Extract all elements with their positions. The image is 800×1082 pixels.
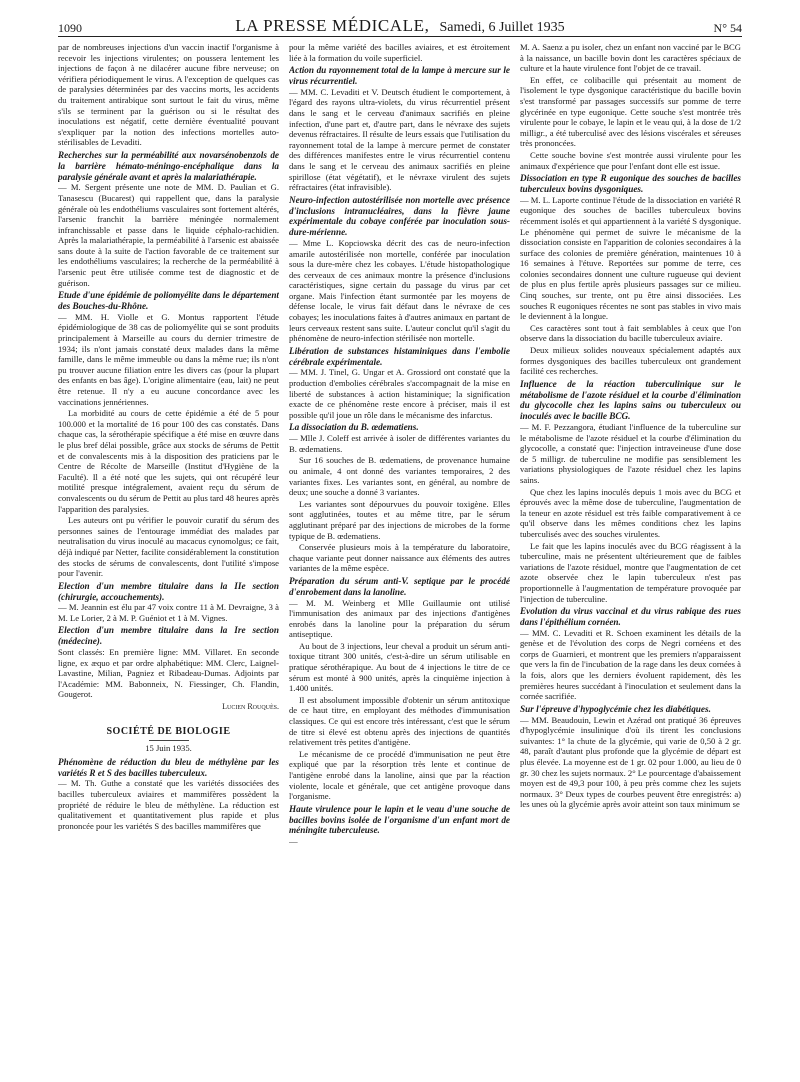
section-heading: Election d'un membre titulaire dans la IIe section (chirurgie, accouchements). (58, 580, 279, 602)
article-columns (58, 42, 742, 1072)
section-heading: Etude d'une épidémie de poliomyélite dans le département des Bouches-du-Rhône. (58, 290, 279, 312)
running-title (118, 16, 682, 36)
column-1 (58, 42, 279, 1072)
issue-date: Samedi, 6 Juillet 1935 (439, 20, 565, 35)
paragraph: Le mécanisme de ce procédé d'immunisation ne peut être expliqué que par la résorption très lente et continue de l'antigène enrobé dans la lanoline, ainsi que par la réaction violente, locale et générale, que cet antigène provoque dans l'organisme. (289, 748, 510, 802)
paragraph: M. A. Saenz a pu isoler, chez un enfant non vacciné par le BCG à la naissance, un bacille bovin dont les caractères spéciaux de culture et la haute virulence font l'objet de ce travail. (520, 42, 741, 74)
section-heading: Action du rayonnement total de la lampe à mercure sur le virus récurrentiel. (289, 65, 510, 86)
paragraph: Ces caractères sont tout à fait semblables à ceux que l'on observe dans la dissociation du bacille tuberculeux aviaire. (520, 322, 741, 344)
section-heading: Election d'un membre titulaire dans la Ire section (médecine). (58, 625, 279, 647)
section-heading: Evolution du virus vaccinal et du virus rabique des rues dans l'épithélium cornéen. (520, 606, 741, 627)
section-heading: La dissociation du B. œdematiens. (289, 422, 419, 433)
author-signature: Lucien Rouquès. (222, 702, 279, 712)
paragraph: — M. M. Weinberg et Mlle Guillaumie ont utilisé l'immunisation des animaux par des injections d'antigènes enrobés dans la lanoline pour la préparation du sérum antiseptique. (289, 597, 510, 640)
page-number: 1090 (58, 21, 82, 35)
section-heading: Neuro-infection autostérilisée non mortelle avec présence d'inclusions intranucléaires, dans la fièvre jaune expérimentale du cobaye conférée par inoculation sous-dure-mérienne. (289, 194, 510, 238)
paragraph: Sur 16 souches de B. œdematiens, de provenance humaine ou animale, 4 ont donné des variantes temporaires, 2 des variantes fixes. Les variantes sont, en général, au nombre de deux; une souche a donné 3 variantes. (289, 455, 510, 498)
section-heading: Libération de substances histaminiques dans l'embolie cérébrale expérimentale. (289, 345, 510, 367)
paragraph: — M. Sergent présente une note de MM. D. Paulian et G. Tanasescu (Bucarest) qui rappellent que, dans la paralysie générale où les endothéliums vasculaires sont fortement altérés, l'arsenic franchit la barrière méningée normalement infranchissable et passe dans le liquide céphalo-rachidien. Après la malariathérapie, la perméabilité à l'arsenic est abaissée sans doute à la suite de l'action favorable de ce traitement sur les endothéliums vasculaires; la recherche de la perméabilité à l'arsenic peut être utilisée comme test de diagnostic et de guérison. (58, 182, 279, 288)
paragraph: Sont classés: En première ligne: MM. Villaret. En seconde ligne, ex æquo et par ordre alphabétique: MM. Clerc, Laignel-Lavastine, Milian, Pagniez et Ribadeau-Dumas. Adjoints par l'Académie: MM. Babonneix, N. Fiessinger, Ch. Flandin, Gougerot. (58, 647, 279, 700)
paragraph: Que chez les lapins inoculés depuis 1 mois avec du BCG et éprouvés avec la même dose de tuberculine, l'augmentation de la teneur en azote résiduel est très faible comparativement à ce qu'il observe dans les mêmes conditions chez les lapins tuberculisés avec des souches virulentes. (520, 486, 741, 539)
section-heading: Sur l'épreuve d'hypoglycémie chez les diabétiques. (520, 703, 711, 714)
section-heading: Dissociation en type R eugonique des souches de bacilles tuberculeux bovins dysgoniques. (520, 173, 741, 194)
section-heading: Recherches sur la perméabilité aux novarsénobenzols de la barrière hémato-méningo-encéphalique dans la paralysie générale avant et après la malariathérapie. (58, 149, 279, 182)
paragraph: Les auteurs ont pu vérifier le pouvoir curatif du sérum des personnes saines de l'entourage immédiat des malades par neutralisation du virus inoculé au macacus cynomolgus; ce fait, déjà indiqué par Netter, facilite considérablement la constitution des stocks de sérums de convalescents, dont l'utilité s'impose pour l'avenir. (58, 515, 279, 579)
page-header (58, 14, 742, 37)
paragraph: Cette souche bovine s'est montrée aussi virulente pour les animaux d'expérience que pour l'enfant dont elle est issue. (520, 149, 741, 171)
paragraph: En effet, ce colibacille qui présentait au moment de l'isolement le type dysgonique caractéristique du bacille bovin s'est transformé par passages successifs sur pomme de terre glycérinée en type eugonique. Cette souche s'est montrée très virulente pour le cobaye, le lapin et le veau qui, à la dose de 1/2 milligr., a été tuberculisé avec des lésions viscérales et séreuses très prononcées. (520, 74, 741, 149)
session-date: 15 Juin 1935. (145, 743, 192, 754)
issue-number: N° 54 (713, 21, 742, 35)
paragraph: Les variantes sont dépourvues du pouvoir toxigène. Elles sont agglutinées, toutes et au même titre, par le sérum agglutinant préparé par des injections de microbes de la forme typique de B. œdematiens. (289, 498, 510, 541)
column-2 (289, 42, 510, 1072)
paragraph: La morbidité au cours de cette épidémie a été de 5 pour 100.000 et la mortalité de 16 pour 100 des cas constatés. Dans chaque cas, la sérothérapie spécifique a été mise en œuvre dans le plus bref délai possible, grâce aux stocks de sérums de Pettit et de convalescents mis à la disposition des praticiens par le Centre de Récolte de Marseille (Institut d'Hygiène de la Faculté). Il a été noté que les sujets, qui ont récupéré leur motilité presque intégralement, avaient reçu du sérum de convalescents ou du sérum de Pettit au plus tard 48 heures après l'apparition des paralysies. (58, 408, 279, 514)
paragraph: pour la même variété des bacilles aviaires, et est étroitement liée à la formation du voile superficiel. (289, 42, 510, 63)
paragraph: — MM. J. Tinel, G. Ungar et A. Grossiord ont constaté que la production d'embolies cérébrales s'accompagnait de la mise en liberté de substances à action histaminique; la signification exacte de ce phénomène reste encore à préciser, mais il est possible qu'il joue un rôle dans le mécanisme des infarctus. (289, 367, 510, 420)
paragraph: Conservée plusieurs mois à la température du laboratoire, chaque variante peut donner naissance aux éléments des autres variantes de la même espèce. (289, 542, 510, 574)
paragraph: — MM. C. Levaditi et V. Deutsch étudient le comportement, à l'égard des rayons ultra-violets, du virus récurrentiel présent dans le sang et le cerveau d'animaux sacrifiés en pleine infection, d'une part et, d'autre part, dans le névraxe des sujets devenus réfractaires. Il résulte de leurs essais que l'utilisation du rayonnement total de la lampe à mercure permet de constater des différences manifestes entre le virus récurrentiel contenu dans le sang et le cerveau des animaux sacrifiés en pleine spirillose (état végétatif), et le névraxe virulent des sujets réfractaires (état infravisible). (289, 86, 510, 193)
journal-name: LA PRESSE MÉDICALE, (235, 16, 430, 35)
paragraph: Deux milieux solides nouveaux spécialement adaptés aux formes dysgoniques des bacilles tuberculeux ont grandement facilité ces recherches. (520, 345, 741, 377)
paragraph: — M. Th. Guthe a constaté que les variétés dissociées des bacilles tuberculeux aviaires et mammifères possèdent la propriété de réduire le bleu de méthylène. La réduction est qualitativement et quantitativement plus rapide et plus prononcée pour les variétés S des bacilles mammifères que (58, 778, 279, 831)
paragraph: — MM. Beaudouin, Lewin et Azérad ont pratiqué 36 épreuves d'hypoglycémie insulinique d'où ils tirent les conclusions suivantes: 1° la chute de la glycémie, qui varie de 0,50 à 2 gr. 48, paraît d'autant plus profonde que la glycémie de départ est plus élevée. La moyenne est de 1 gr. 02 pour 1.000, au lieu de 0 gr. 30 chez les sujets normaux. 2° Le pourcentage d'abaissement moyen est de 49,3 pour 100, à peu près comme chez les sujets normaux. 3° Deux types de courbes peuvent être enregistrés: a) les unes où la glycémie après avoir atteint son taux minimum se (520, 714, 741, 810)
section-heading: Préparation du sérum anti-V. septique par le procédé d'enrobement dans la lanoline. (289, 575, 510, 597)
section-heading: Influence de la réaction tuberculinique sur le métabolisme de l'azote résiduel et la courbe d'élimination du glycocolle chez les lapins sains ou tuberculeux ou inoculés avec le bacille BCG. (520, 378, 741, 422)
section-heading: Phénomène de réduction du bleu de méthylène par les variétés R et S des bacilles tuberculeux. (58, 756, 279, 778)
paragraph: Le fait que les lapins inoculés avec du BCG réagissent à la tuberculine, mais ne présentent ultérieurement que de faibles variations de l'azote résiduel, montre que l'augmentation de cet azote observée chez le lapin tuberculeux n'est pas proportionnelle à l'augmentation de température provoquée par l'injection de tuberculine. (520, 540, 741, 604)
paragraph: — (289, 836, 298, 847)
paragraph: Au bout de 3 injections, leur cheval a produit un sérum anti-toxique titrant 300 unités, c'est-à-dire un sérum utilisable en pratique sérothérapique. Au bout de 4 injections le titre de ce sérum est monté à 900 unités, après la cinquième injection à 1.400 unités. (289, 640, 510, 694)
column-3 (520, 42, 741, 1072)
paragraph: — M. L. Laporte continue l'étude de la dissociation en variété R eugonique des souches de bacilles tuberculeux bovins récemment isolés et qui appartiennent à la variété S dysgonique. Le phénomène qui permet de suivre le mécanisme de la dissociation consiste en l'apparition de colonies secondaires à la surface des colonies de première génération, maintenues 10 à 16 semaines à l'étuve. Reportées sur pomme de terre, ces colonies secondaires donnent une culture rugueuse qui devient de plus en plus fertile après plusieurs passages sur ce milieu. Cinq souches, sur trente, ont pu être ainsi dissociées. Les souches R eugoniques récentes ne sont pas stables in vivo mais le deviennent à la longue. (520, 194, 741, 322)
paragraph: — MM. C. Levaditi et R. Schoen examinent les détails de la genèse et de l'évolution des corps de Negri cornéens et des corps de Guarnieri, et montrent que les premiers n'apparaissent que vers la fin de l'incubation de la rage dans les deux cornées à la fois, alors que les derniers évoluent rapidement, dès les premières heures succédant à l'inoculation et seulement dans la cornée sacrifiée. (520, 627, 741, 702)
paragraph: — Mlle J. Coleff est arrivée à isoler de différentes variantes du B. œdematiens. (289, 433, 510, 454)
paragraph: Il est absolument impossible d'obtenir un sérum antitoxique de ce haut titre, en employant des méthodes d'immunisation classiques. Ce qui est encore très intéressant, c'est que le sérum de titre si élevé est obtenu après des injections de quantités relativement très petites d'antigène. (289, 694, 510, 748)
paragraph: — M. F. Pezzangora, étudiant l'influence de la tuberculine sur le métabolisme de l'azote résiduel et la courbe d'élimination du glycocolle, a constaté que: l'injection intraveineuse d'une dose de 5 milligr. de tuberculine ne modifie pas sensiblement les variations physiologiques de l'azote résiduel chez les lapins sains. (520, 422, 741, 485)
paragraph: par de nombreuses injections d'un vaccin inactif l'organisme à recevoir les injections virulentes; on poussera lentement les injections de façon à ne dilacérer aucune fibre nerveuse; on vérifiera périodiquement le virus. A l'exception de quelques cas de paralysies déterminées par des vaccins morts, les accidents du traitement antirabique sont surtout le fait du virus, même s'ils se terminent par la guérison ou si le résultat des inoculations est négatif, cette dernière éventualité pouvant s'expliquer par la notion des infections mortelles auto-stérilisables de Levaditi. (58, 42, 279, 148)
paragraph: — M. Jeannin est élu par 47 voix contre 11 à M. Devraigne, 3 à M. Le Lorier, 2 à M. P. Guéniot et 1 à M. Vignes. (58, 602, 279, 623)
paragraph: — MM. H. Violle et G. Montus rapportent l'étude épidémiologique de 38 cas de poliomyélite qui se sont produits principalement à Marseille au cours du dernier trimestre de 1934; ils n'ont jamais constaté deux malades dans la même famille, dans le même immeuble ou dans la même rue; ils n'ont pu trouver aucune filiation entre les divers cas (pour la plupart des enfants en bas âge). L'origine alimentaire (eau, lait) ne peut être retenue. Il n'y a eu aucune concordance avec les vaccinations jennériennes. (58, 311, 279, 407)
section-heading: Haute virulence pour le lapin et le veau d'une souche de bacilles bovins isolée de l'organisme d'un enfant mort de méningite tuberculeuse. (289, 803, 510, 836)
paragraph: — Mme L. Kopciowska décrit des cas de neuro-infection amarile autostérilisée non mortelle, conférée par inoculation sous la dure-mère chez les cobayes. L'étude histopathologique des cerveaux de ces animaux montre la présence d'inclusions caractéristiques, signe certain du passage du virus par cet organe. Mais l'infection étant surmontée par les moyens de défense locale, le virus fait défaut dans le névraxe de ces cobayes; les inoculations faites à d'autres animaux en partant de leurs cerveaux restent sans suite. L'auteur conclut qu'il s'agit du phénomène de neuro-infection stérilisée non mortelle. (289, 237, 510, 344)
society-title: SOCIÉTÉ DE BIOLOGIE (58, 727, 279, 742)
